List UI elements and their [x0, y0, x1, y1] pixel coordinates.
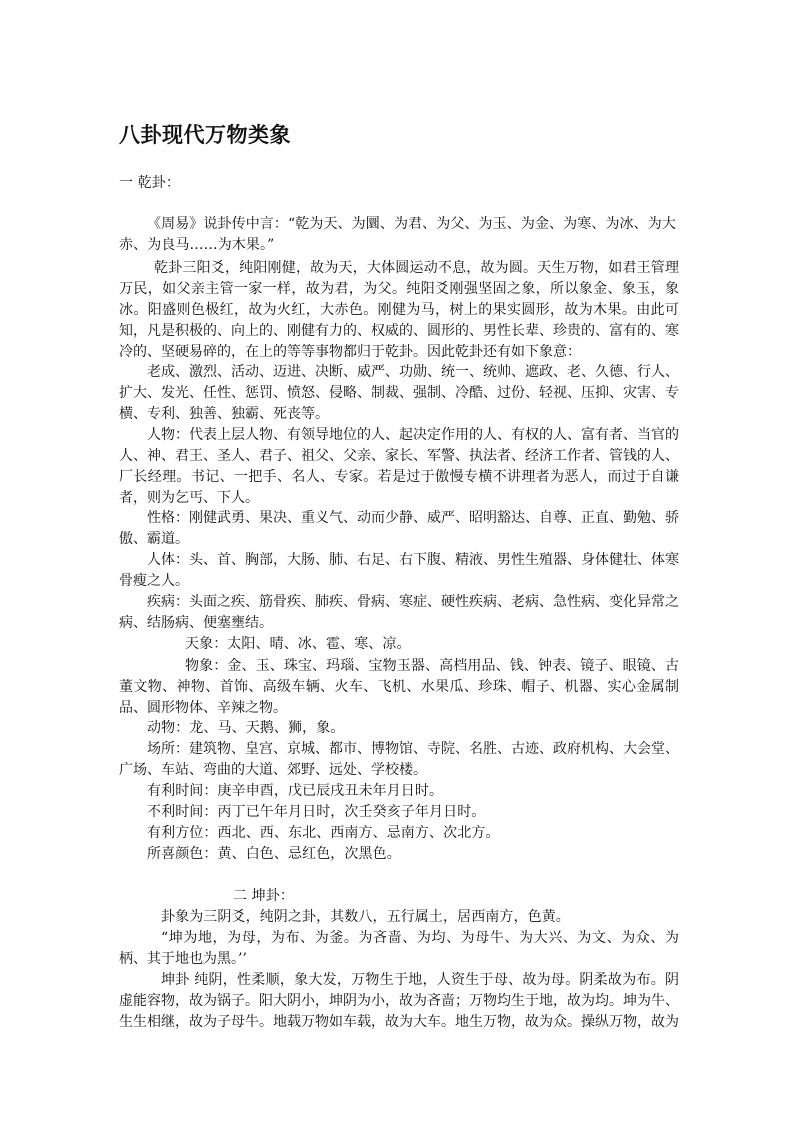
qian-disease-paragraph: 疾病：头面之疾、筋骨疾、肺疾、骨病、寒症、硬性疾病、老病、急性病、变化异常之病、结肠病、便塞壅结。	[119, 594, 679, 631]
qian-animals-line: 动物：龙、马、天鹅、狮，象。	[147, 720, 345, 736]
qian-good-time-line: 有利时间：庚辛申酉，戊已辰戌丑未年月日时。	[147, 783, 444, 799]
page-title: 八卦现代万物类象	[119, 123, 291, 147]
qian-character-paragraph: 性格：刚健武勇、果决、重义气、动而少静、威严、昭明豁达、自尊、正直、勤勉、骄傲、霸道。	[119, 510, 679, 547]
kun-quote-paragraph: “坤为地，为母，为布、为釜。为吝啬、为均、为母牛、为大兴、为文、为众、为柄、其于地也为黑。’’	[119, 930, 679, 967]
qian-bad-time-line: 不利时间：丙丁已午年月日时，次壬癸亥子年月日时。	[147, 804, 486, 820]
qian-body-paragraph: 人体：头、首、胸部，大肠、肺、右足、右下腹、精液、男性生殖器、身体健壮、体寒骨瘦之人。	[119, 552, 679, 589]
kun-summary-line: 卦象为三阴爻，纯阴之卦，其数八，五行属土，居西南方，色黄。	[161, 909, 570, 925]
qian-good-direction-line: 有利方位：西北、西、东北、西南方、忌南方、次北方。	[147, 825, 500, 841]
qian-intro-paragraph: 乾卦三阳爻，纯阳刚健，故为天，大体圆运动不息，故为圆。天生万物，如君王管理万民，如父亲主管一家一样，故为君，为父。纯阳爻刚强坚固之象，所以象金、象玉，象冰。阳盛则色极红，故为火红，大赤色。刚健为马，树上的果实圆形，故为木果。由此可知，凡是积极的、向上的、刚健有力的、权威的、圆形的、男性长辈、珍贵的、富有的、寒冷的、坚硬易碎的，在上的等等事物都归于乾卦。因此乾卦还有如下象意：	[119, 260, 679, 360]
section-heading-qian: 一 乾卦：	[119, 175, 180, 191]
qian-weather-line: 天象：太阳、晴、冰、雹、寒、凉。	[185, 636, 411, 652]
kun-intro-paragraph: 坤卦 纯阴，性柔顺，象大发，万物生于地，人资生于母、故为母。阴柔故为布。阴虚能容物，故为锅子。阳大阴小，坤阴为小，故为吝啬；万物均生于地，故为均。坤为牛、生生相继，故为子母牛。地载万物如车载，故为大车。地生万物，故为众。操纵万物，故为	[119, 972, 679, 1030]
qian-colors-line: 所喜颜色：黄、白色、忌红色，次黑色。	[147, 846, 401, 862]
qian-quote-line-2: 赤、为良马……为木果。”	[119, 237, 275, 253]
qian-objects-paragraph: 物象：金、玉、珠宝、玛瑙、宝物玉器、高档用品、钱、钟表、镜子、眼镜、古董文物、神物、首饰、高级车辆、火车、飞机、水果瓜、珍珠、帽子、机器、实心金属制品、圆形物体、辛辣之物。	[119, 658, 679, 716]
qian-people-paragraph: 人物：代表上层人物、有领导地位的人、起决定作用的人、有权的人、富有者、当官的人、神、君王、圣人、君子、祖父、父亲、家长、军警、执法者、经济工作者、管钱的人、厂长经理。书记、一把手、名人、专家。若是过于傲慢专横不讲理者为恶人，而过于自谦者，则为乞丐、下人。	[119, 427, 679, 506]
section-heading-kun: 二 坤卦：	[233, 888, 294, 904]
qian-quote-line-1: 《周易》说卦传中言：“乾为天、为圜、为君、为父、为玉、为金、为寒、为冰、为大	[147, 216, 676, 232]
qian-places-paragraph: 场所：建筑物、皇宫、京城、都市、博物馆、寺院、名胜、古迹、政府机构、大会堂、广场、车站、弯曲的大道、郊野、远处、学校楼。	[119, 741, 679, 778]
qian-meanings-paragraph: 老成、激烈、活动、迈进、决断、威严、功勋、统一、统帅、遮政、老、久德、行人、扩大、发光、任性、惩罚、愤怒、侵略、制裁、强制、冷酷、过份、轻视、压抑、灾害、专横、专利、独善、独霸、死丧等。	[119, 364, 679, 422]
